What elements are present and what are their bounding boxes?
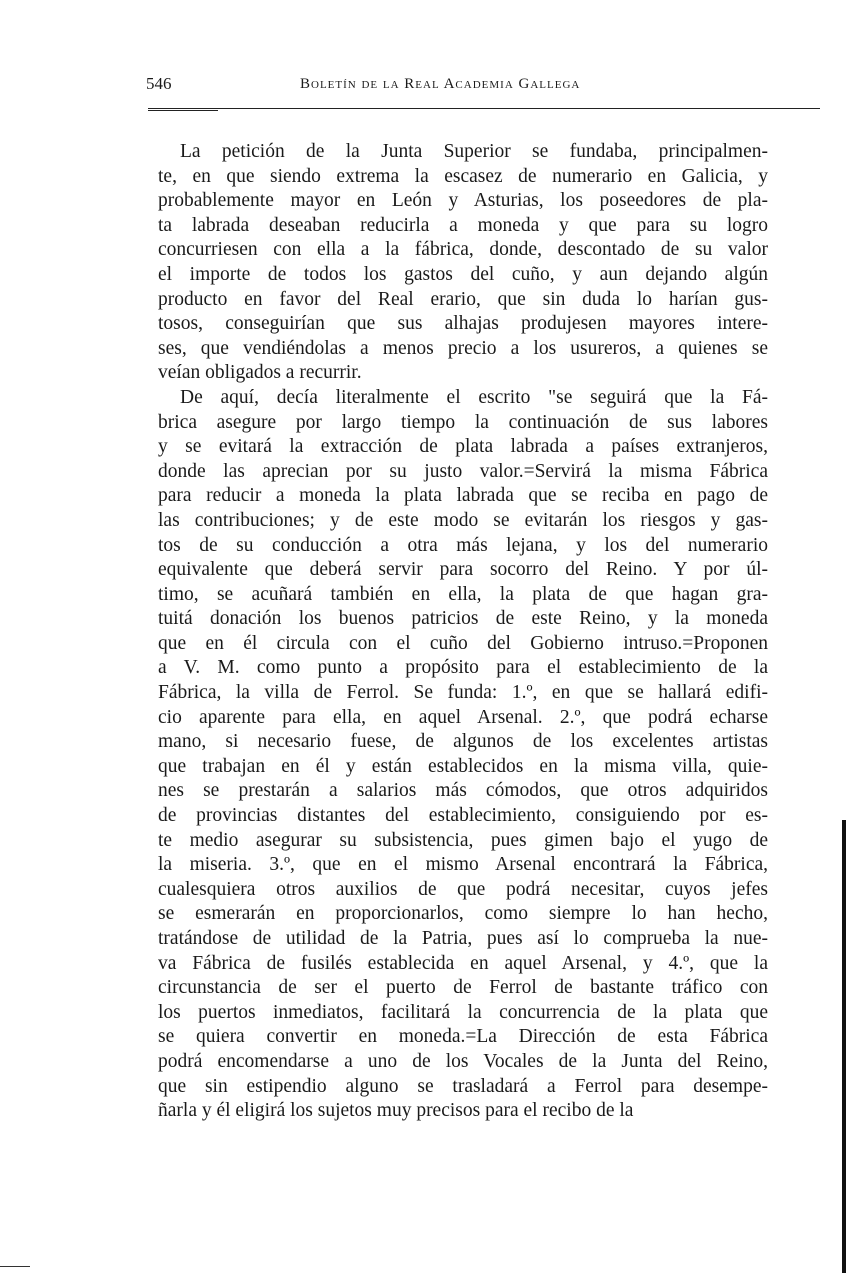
text-line: a V. M. como punto a propósito para el establecimiento de la xyxy=(158,657,768,679)
paragraph xyxy=(158,140,768,386)
text-line: se quiera convertir en moneda.=La Dirección de esta Fábrica xyxy=(158,1026,768,1048)
text-line: cualesquiera otros auxilios de que podrá necesitar, cuyos jefes xyxy=(158,878,768,900)
page-number: 546 xyxy=(146,74,172,93)
text-line: los puertos inmediatos, facilitará la concurrencia de la plata que xyxy=(158,1001,768,1023)
text-line: para reducir a moneda la plata labrada que se reciba en pago de xyxy=(158,485,768,507)
header-rule-accent xyxy=(148,110,218,111)
text-line: Fábrica, la villa de Ferrol. Se funda: 1.º, en que se hallará edifi- xyxy=(158,682,768,704)
text-line: y se evitará la extracción de plata labrada a países extranjeros, xyxy=(158,436,768,458)
text-line: tosos, conseguirían que sus alhajas produjesen mayores intere- xyxy=(158,313,768,335)
text-line: nes se prestarán a salarios más cómodos, que otros adquiridos xyxy=(158,780,768,802)
text-line: brica asegure por largo tiempo la continuación de sus labores xyxy=(158,411,768,433)
text-line: producto en favor del Real erario, que sin duda lo harían gus- xyxy=(158,288,768,310)
text-line: La petición de la Junta Superior se fundaba, principalmen- xyxy=(180,141,768,162)
text-line: el importe de todos los gastos del cuño, y aun dejando algún xyxy=(158,263,768,285)
running-title: Boletín de la Real Academia Gallega xyxy=(300,76,581,92)
text-line: las contribuciones; y de este modo se evitarán los riesgos y gas- xyxy=(158,509,768,531)
paragraph xyxy=(158,386,768,1124)
text-line: te, en que siendo extrema la escasez de numerario en Galicia, y xyxy=(158,165,768,187)
header-rule xyxy=(148,108,820,109)
text-line: la miseria. 3.º, que en el mismo Arsenal encontrará la Fábrica, xyxy=(158,854,768,876)
text-line: ta labrada deseaban reducirla a moneda y que para su logro xyxy=(158,214,768,236)
text-line: De aquí, decía literalmente el escrito "se seguirá que la Fá- xyxy=(180,386,768,408)
text-line: podrá encomendarse a uno de los Vocales de la Junta del Reino, xyxy=(158,1050,768,1072)
text-line: equivalente que deberá servir para socorro del Reino. Y por úl- xyxy=(158,559,768,581)
scan-edge xyxy=(842,820,846,1273)
text-line: mano, si necesario fuese, de algunos de los excelentes artistas xyxy=(158,731,768,753)
text-line: veían obligados a recurrir. xyxy=(158,362,362,384)
text-line: ses, que vendiéndolas a menos precio a los usureros, a quienes se xyxy=(158,337,768,359)
text-line: tratándose de utilidad de la Patria, pues así lo comprueba la nue- xyxy=(158,928,768,949)
text-line: te medio asegurar su subsistencia, pues gimen bajo el yugo de xyxy=(158,829,768,851)
text-line: tuitá donación los buenos patricios de este Reino, y la moneda xyxy=(158,608,768,630)
scan-mark xyxy=(0,1266,30,1267)
text-line: que sin estipendio alguno se trasladará a Ferrol para desempe- xyxy=(158,1075,768,1097)
body-text xyxy=(158,140,768,1124)
text-line: concurriesen con ella a la fábrica, donde, descontado de su valor xyxy=(158,239,768,261)
text-line: probablemente mayor en León y Asturias, los poseedores de pla- xyxy=(158,190,768,212)
text-line: de provincias distantes del establecimiento, consiguiendo por es- xyxy=(158,805,768,827)
text-line: que en él circula con el cuño del Gobierno intruso.=Proponen xyxy=(158,632,768,654)
text-line: se esmerarán en proporcionarlos, como siempre lo han hecho, xyxy=(158,903,768,925)
text-line: ñarla y él eligirá los sujetos muy precisos para el recibo de la xyxy=(158,1100,634,1122)
text-line: circunstancia de ser el puerto de Ferrol de bastante tráfico con xyxy=(158,977,768,999)
text-line: va Fábrica de fusilés establecida en aquel Arsenal, y 4.º, que la xyxy=(158,952,768,974)
text-line: tos de su conducción a otra más lejana, y los del numerario xyxy=(158,534,768,556)
text-line: timo, se acuñará también en ella, la plata de que hagan gra- xyxy=(158,583,768,605)
text-line: cio aparente para ella, en aquel Arsenal. 2.º, que podrá echarse xyxy=(158,706,768,728)
text-line: que trabajan en él y están establecidos en la misma villa, quie- xyxy=(158,755,768,777)
text-line: donde las aprecian por su justo valor.=Servirá la misma Fábrica xyxy=(158,460,768,482)
